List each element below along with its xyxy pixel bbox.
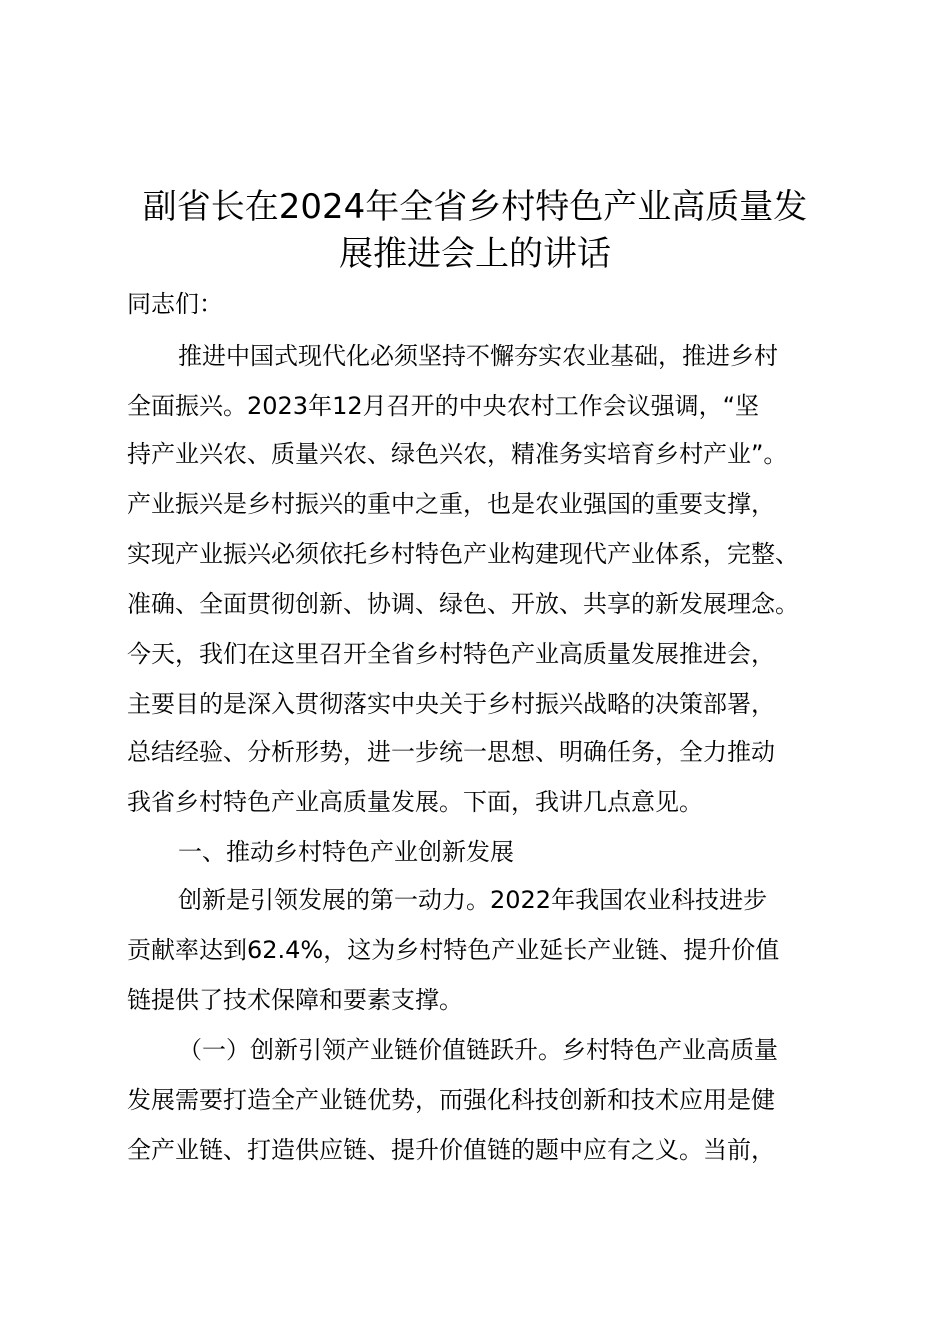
document-title-line-1: 副省长在2024年全省乡村特色产业高质量发 bbox=[142, 187, 808, 227]
body-line: 链提供了技术保障和要素支撑。 bbox=[127, 986, 463, 1014]
body-line: 全产业链、打造供应链、提升价值链的题中应有之义。当前， bbox=[127, 1136, 775, 1164]
salutation: 同志们： bbox=[127, 290, 223, 318]
body-line: 主要目的是深入贯彻落实中央关于乡村振兴战略的决策部署， bbox=[127, 690, 775, 718]
body-line: 准确、全面贯彻创新、协调、绿色、开放、共享的新发展理念。 bbox=[127, 590, 799, 618]
body-line: 我省乡村特色产业高质量发展。下面，我讲几点意见。 bbox=[127, 788, 703, 816]
body-line: 创新是引领发展的第一动力。2022年我国农业科技进步 bbox=[178, 886, 768, 914]
body-line: 发展需要打造全产业链优势，而强化科技创新和技术应用是健 bbox=[127, 1086, 775, 1114]
body-line: 推进中国式现代化必须坚持不懈夯实农业基础，推进乡村 bbox=[178, 342, 778, 370]
body-line: 产业振兴是乡村振兴的重中之重，也是农业强国的重要支撑， bbox=[127, 490, 775, 518]
body-line: 贡献率达到62.4%，这为乡村特色产业延长产业链、提升价值 bbox=[127, 936, 780, 964]
section-heading: 一、推动乡村特色产业创新发展 bbox=[178, 838, 514, 866]
subsection-line: （一）创新引领产业链价值链跃升。乡村特色产业高质量 bbox=[178, 1036, 778, 1064]
body-line: 全面振兴。2023年12月召开的中央农村工作会议强调，“坚 bbox=[127, 392, 760, 420]
body-line: 持产业兴农、质量兴农、绿色兴农，精准务实培育乡村产业”。 bbox=[127, 440, 788, 468]
body-line: 今天，我们在这里召开全省乡村特色产业高质量发展推进会， bbox=[127, 640, 775, 668]
body-line: 总结经验、分析形势，进一步统一思想、明确任务，全力推动 bbox=[127, 738, 775, 766]
body-line: 实现产业振兴必须依托乡村特色产业构建现代产业体系，完整、 bbox=[127, 540, 799, 568]
document-title-line-2: 展推进会上的讲话 bbox=[339, 234, 611, 274]
